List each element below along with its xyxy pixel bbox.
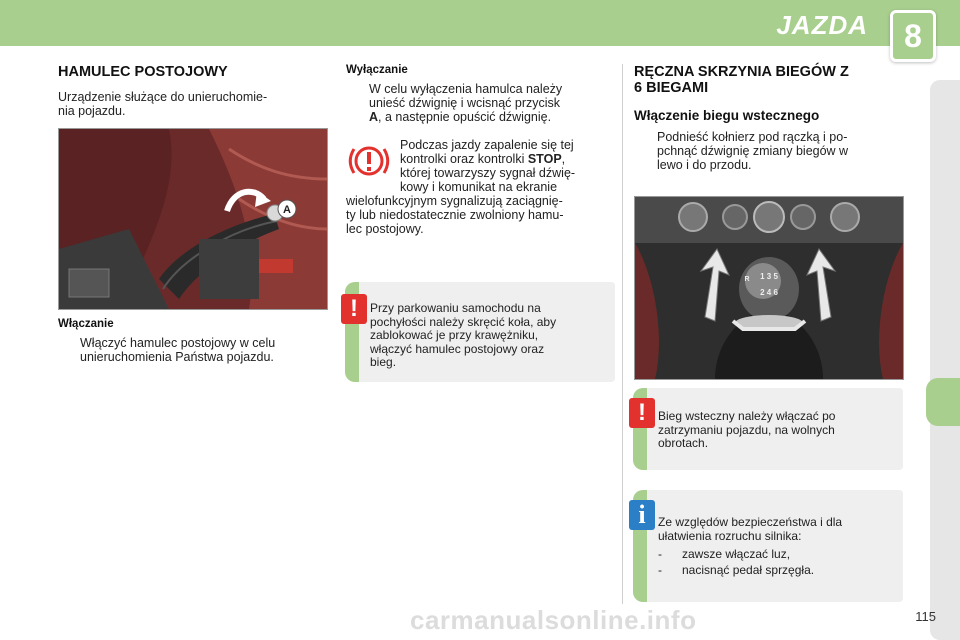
parking-note-line-4: włączyć hamulec postojowy oraz	[370, 341, 545, 356]
parking-brake-photo	[58, 128, 328, 310]
parking-note-line-1: Przy parkowaniu samochodu na	[370, 301, 541, 315]
info-note-item-1: zawsze włączać luz,	[682, 547, 791, 561]
info-icon: i	[629, 500, 655, 530]
parking-note-line-5: bieg.	[370, 355, 397, 369]
release-line-3	[369, 110, 615, 124]
info-note-item-2: nacisnąć pedał sprzęgła.	[682, 563, 815, 577]
button-a-ref: A	[369, 110, 379, 124]
column-divider	[622, 64, 623, 604]
photo-label-a: A	[283, 204, 291, 216]
brake-warning-icon	[348, 140, 390, 182]
gear-pattern-top: 1 3 5	[760, 272, 778, 281]
gear-pattern-bottom: 2 4 6	[760, 288, 778, 297]
release-line-2: unieść dźwignię i wcisnąć przycisk	[369, 96, 561, 110]
warn-line-5: wielofunkcyjnym sygnalizują zaciągnię-	[346, 194, 563, 208]
gear-lever-illustration	[635, 197, 903, 379]
reverse-note-line-3: obrotach.	[658, 436, 709, 450]
reverse-line-2: pchnąć dźwignię zmiany biegów w	[657, 144, 849, 158]
warn-line-6: ty lub niedostatecznie zwolniony hamu-	[346, 208, 564, 222]
page-title: JAZDA	[776, 10, 868, 40]
list-dash: -	[658, 547, 662, 561]
parking-note-line-2: pochyłości należy skręcić koła, aby	[370, 314, 557, 329]
gear-pattern-reverse: R	[744, 276, 750, 283]
warn-line-2-comma: ,	[561, 152, 566, 166]
warning-exclamation-icon: !	[629, 398, 655, 428]
warning-exclamation-icon: !	[341, 294, 367, 324]
stop-label: STOP	[527, 152, 562, 166]
warn-line-3: której towarzyszy sygnał dźwię-	[400, 166, 576, 180]
section-title-gearbox-1: RĘCZNA SKRZYNIA BIEGÓW Z	[634, 64, 849, 80]
section-title-gearbox-2: 6 BIEGAMI	[634, 80, 709, 96]
warn-line-7: lec postojowy.	[346, 222, 424, 236]
release-line-1: W celu wyłączenia hamulca należy	[369, 82, 563, 96]
release-line-3-text: , a następnie opuścić dźwignię.	[378, 110, 552, 124]
parking-brake-illustration	[59, 129, 327, 309]
reverse-note-line-1: Bieg wsteczny należy włączać po	[658, 409, 836, 423]
reverse-gear-subtitle: Włączenie biegu wstecznego	[634, 108, 820, 123]
reverse-line-1: Podnieść kołnierz pod rączką i po-	[657, 130, 848, 144]
info-note-box	[633, 490, 903, 602]
section-title-parking-brake: HAMULEC POSTOJOWY	[58, 64, 228, 80]
parking-note-line-3: zablokować je przy krawężniku,	[370, 328, 539, 342]
warn-line-2	[400, 152, 615, 166]
warn-line-2-text: kontrolki oraz kontrolki	[400, 152, 525, 166]
chapter-tab[interactable]	[926, 378, 960, 426]
reverse-line-3: lewo i do przodu.	[657, 158, 752, 172]
release-heading: Wyłączanie	[346, 64, 408, 76]
chapter-number-badge: 8	[890, 10, 936, 62]
side-strip	[930, 80, 960, 640]
reverse-note-line-2: zatrzymaniu pojazdu, na wolnych	[658, 422, 835, 437]
engage-line-2: unieruchomienia Państwa pojazdu.	[80, 350, 274, 364]
watermark: carmanualsonline.info	[410, 605, 697, 635]
gear-lever-photo	[634, 196, 904, 380]
info-note-line-1: Ze względów bezpieczeństwa i dla	[658, 515, 843, 529]
list-dash: -	[658, 563, 662, 577]
engage-line-1: Włączyć hamulec postojowy w celu	[80, 336, 276, 350]
warn-line-1: Podczas jazdy zapalenie się tej	[400, 138, 574, 152]
intro-line-2: nia pojazdu.	[58, 104, 126, 118]
note-inner	[647, 490, 903, 602]
warn-line-4: kowy i komunikat na ekranie	[400, 180, 558, 194]
info-note-line-2: ułatwienia rozruchu silnika:	[658, 529, 802, 543]
intro-line-1: Urządzenie służące do unieruchomie-	[58, 90, 268, 104]
engage-heading: Włączanie	[58, 318, 114, 330]
page-number: 115	[915, 609, 936, 624]
